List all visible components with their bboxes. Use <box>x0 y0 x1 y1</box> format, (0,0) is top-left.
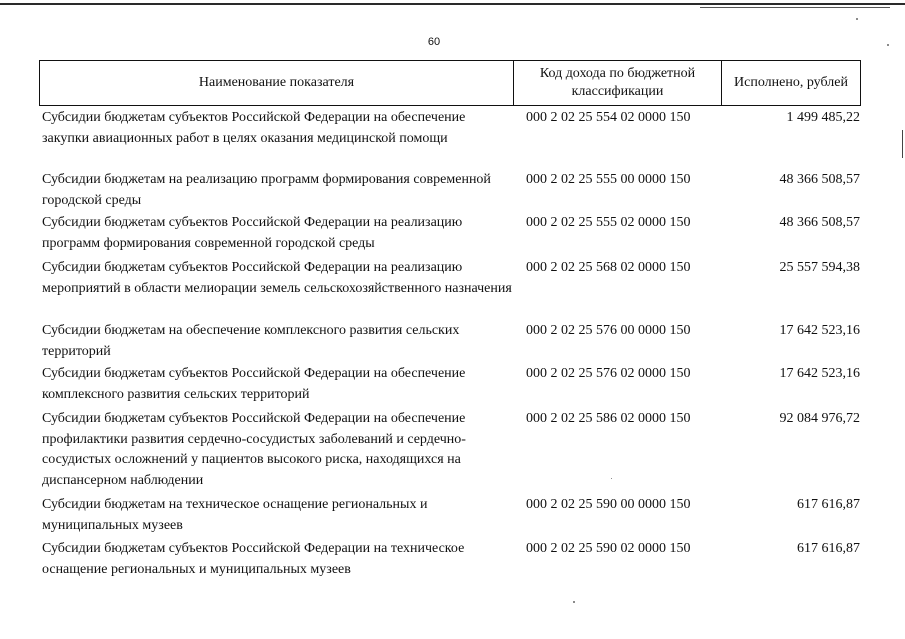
row-code: 000 2 02 25 554 02 0000 150 <box>526 110 691 125</box>
row-amount: 48 366 508,57 <box>779 215 860 230</box>
page-number: 60 <box>427 36 441 48</box>
row-name: Субсидии бюджетам на техническое оснащение региональных и муниципальных музеев <box>42 497 428 533</box>
row-name: Субсидии бюджетам на реализацию программ формирования современной городской среды <box>42 172 491 208</box>
row-amount: 25 557 594,38 <box>779 260 860 275</box>
row-code: 000 2 02 25 568 02 0000 150 <box>526 260 691 275</box>
row-code: 000 2 02 25 555 02 0000 150 <box>526 215 691 230</box>
row-amount: 617 616,87 <box>797 541 860 556</box>
row-code: 000 2 02 25 586 02 0000 150 <box>526 411 691 426</box>
scan-speck <box>611 478 612 479</box>
scan-speck <box>856 18 858 20</box>
header-name: Наименование показателя <box>40 61 514 105</box>
header-code: Код дохода по бюджетной классификации <box>514 61 722 105</box>
row-name: Субсидии бюджетам на обеспечение комплексного развития сельских территорий <box>42 323 460 359</box>
row-name: Субсидии бюджетам субъектов Российской Федерации на обеспечение закупки авиационных работ в целях оказания медицинской помощи <box>42 110 466 146</box>
scan-border-line-secondary <box>700 7 890 8</box>
row-code: 000 2 02 25 576 02 0000 150 <box>526 366 691 381</box>
row-name: Субсидии бюджетам субъектов Российской Федерации на техническое оснащение региональных и муниципальных музеев <box>42 541 465 577</box>
row-code: 000 2 02 25 555 00 0000 150 <box>526 172 691 187</box>
scan-edge-mark <box>902 130 903 158</box>
row-code: 000 2 02 25 590 00 0000 150 <box>526 497 691 512</box>
row-amount: 1 499 485,22 <box>786 110 860 125</box>
table-header <box>39 60 861 106</box>
row-amount: 17 642 523,16 <box>779 323 860 338</box>
row-name: Субсидии бюджетам субъектов Российской Федерации на обеспечение комплексного развития сельских территорий <box>42 366 466 402</box>
row-amount: 17 642 523,16 <box>779 366 860 381</box>
row-code: 000 2 02 25 590 02 0000 150 <box>526 541 691 556</box>
header-amount: Исполнено, рублей <box>734 75 848 90</box>
row-code: 000 2 02 25 576 00 0000 150 <box>526 323 691 338</box>
row-amount: 48 366 508,57 <box>779 172 860 187</box>
row-name: Субсидии бюджетам субъектов Российской Федерации на реализацию программ формирования современной городской среды <box>42 215 463 251</box>
scan-speck <box>573 601 575 603</box>
scan-speck <box>887 44 889 46</box>
row-name: Субсидии бюджетам субъектов Российской Федерации на обеспечение профилактики развития сердечно-сосудистых заболеваний и сердечно-сосудистых осложнений у пациентов высокого риска, находящихся на диспансерном наблюдении <box>42 411 466 488</box>
row-name: Субсидии бюджетам субъектов Российской Федерации на реализацию мероприятий в области мелиорации земель сельскохозяйственного назначения <box>42 260 512 296</box>
scan-border-line <box>0 3 905 5</box>
row-amount: 92 084 976,72 <box>779 411 860 426</box>
row-amount: 617 616,87 <box>797 497 860 512</box>
